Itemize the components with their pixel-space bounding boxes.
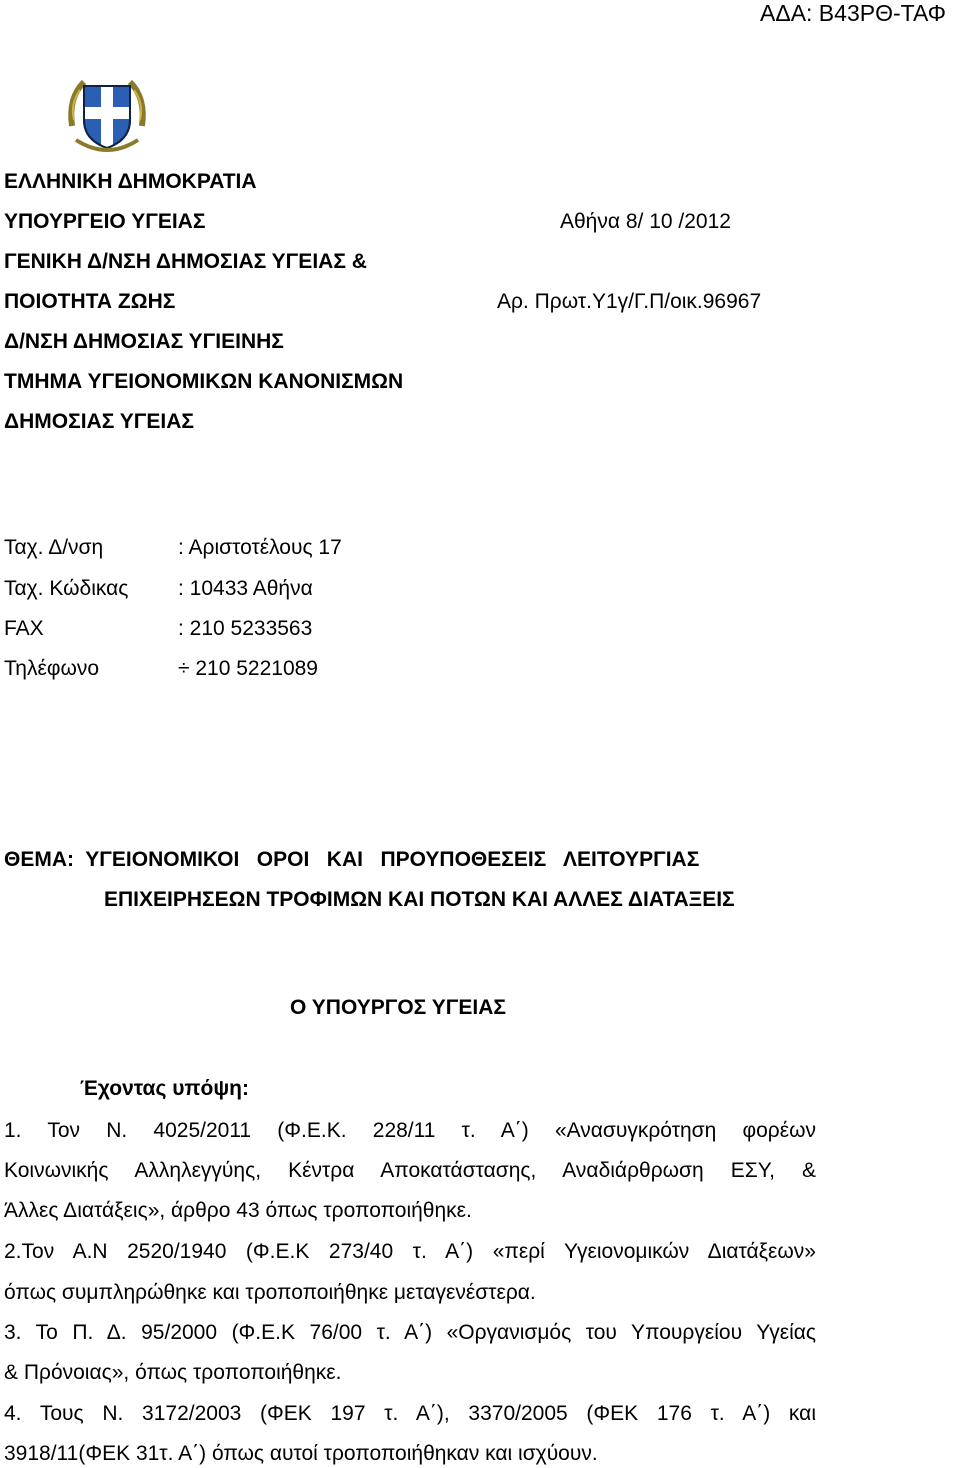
considering-heading: Έχοντας υπόψη:	[80, 1077, 249, 1100]
ada-code: ΑΔΑ: Β43ΡΘ-ΤΑΦ	[759, 0, 946, 26]
contact-label-phone: Τηλέφωνο	[4, 657, 100, 680]
subject-line-1: ΘΕΜΑ: ΥΓΕΙΟΝΟΜΙΚΟΙ ΟΡΟΙ ΚΑΙ ΠΡΟΥΠΟΘΕΣΕΙΣ ΛΕΙΤΟΥΡΓΙΑΣ	[4, 848, 700, 871]
body-line-4: 2.Τον Α.Ν 2520/1940 (Φ.Ε.Κ 273/40 τ. Α΄) «περί Υγειονομικών Διατάξεων»	[4, 1240, 816, 1263]
document-date: Αθήνα 8/ 10 /2012	[560, 210, 731, 233]
body-line-6: 3. Το Π. Δ. 95/2000 (Φ.Ε.Κ 76/00 τ. Α΄) «Οργανισμός του Υπουργείου Υγείας	[4, 1321, 816, 1344]
greek-coat-of-arms-icon	[62, 68, 152, 158]
header-line-5: Δ/ΝΣΗ ΔΗΜΟΣΙΑΣ ΥΓΙΕΙΝΗΣ	[4, 330, 284, 353]
body-line-8: 4. Τους Ν. 3172/2003 (ΦΕΚ 197 τ. Α΄), 3370/2005 (ΦΕΚ 176 τ. Α΄) και	[4, 1402, 816, 1425]
header-line-7: ΔΗΜΟΣΙΑΣ ΥΓΕΙΑΣ	[4, 410, 194, 433]
protocol-number: Αρ. Πρωτ.Υ1γ/Γ.Π/οικ.96967	[497, 290, 762, 313]
body-line-2: Κοινωνικής Αλληλεγγύης, Κέντρα Αποκατάστασης, Αναδιάρθρωση ΕΣΥ, &	[4, 1159, 816, 1182]
header-line-3: ΓΕΝΙΚΗ Δ/ΝΣΗ ΔΗΜΟΣΙΑΣ ΥΓΕΙΑΣ &	[4, 250, 367, 273]
body-line-7: & Πρόνοιας», όπως τροποποιήθηκε.	[4, 1361, 342, 1384]
header-line-1: ΕΛΛΗΝΙΚΗ ΔΗΜΟΚΡΑΤΙΑ	[4, 170, 257, 193]
contact-label-address: Ταχ. Δ/νση	[4, 536, 104, 559]
body-line-5: όπως συμπληρώθηκε και τροποποιήθηκε μεταγενέστερα.	[4, 1281, 536, 1304]
body-line-3: Άλλες Διατάξεις», άρθρο 43 όπως τροποποιήθηκε.	[4, 1199, 472, 1222]
contact-value-fax: : 210 5233563	[178, 617, 313, 640]
contact-value-phone: ÷ 210 5221089	[178, 657, 318, 680]
contact-value-address: : Αριστοτέλους 17	[178, 536, 342, 559]
minister-title: Ο ΥΠΟΥΡΓΟΣ ΥΓΕΙΑΣ	[290, 996, 506, 1019]
body-line-9: 3918/11(ΦΕΚ 31τ. Α΄) όπως αυτοί τροποποιήθηκαν και ισχύουν.	[4, 1442, 598, 1465]
contact-label-postcode: Ταχ. Κώδικας	[4, 577, 129, 600]
contact-value-postcode: : 10433 Αθήνα	[178, 577, 313, 600]
header-line-4: ΠΟΙΟΤΗΤΑ ΖΩΗΣ	[4, 290, 176, 313]
subject-line-2: ΕΠΙΧΕΙΡΗΣΕΩΝ ΤΡΟΦΙΜΩΝ ΚΑΙ ΠΟΤΩΝ ΚΑΙ ΑΛΛΕΣ ΔΙΑΤΑΞΕΙΣ	[104, 888, 735, 911]
header-line-2: ΥΠΟΥΡΓΕΙΟ ΥΓΕΙΑΣ	[4, 210, 206, 233]
contact-label-fax: FAX	[4, 617, 44, 640]
header-line-6: ΤΜΗΜΑ ΥΓΕΙΟΝΟΜΙΚΩΝ ΚΑΝΟΝΙΣΜΩΝ	[4, 370, 404, 393]
body-line-1: 1. Τον Ν. 4025/2011 (Φ.Ε.Κ. 228/11 τ. Α΄) «Ανασυγκρότηση φορέων	[4, 1119, 816, 1142]
